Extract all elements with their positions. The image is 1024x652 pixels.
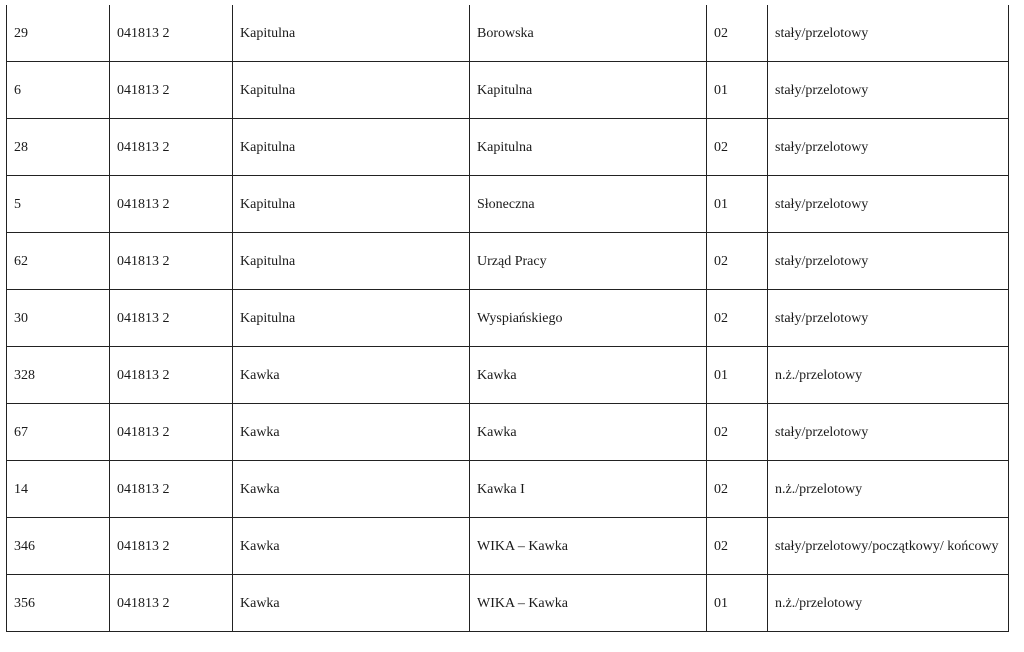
stop-id-cell: 62 [7,233,110,290]
post-number-cell: 01 [707,176,768,233]
street-cell: Kapitulna [233,5,470,62]
stop-id-cell: 14 [7,461,110,518]
stop-name-cell: Kawka [470,347,707,404]
stop-id-cell: 5 [7,176,110,233]
stop-type-cell: n.ż./przelotowy [768,347,1009,404]
post-number-cell: 02 [707,5,768,62]
terc-code-cell: 041813 2 [110,119,233,176]
stop-type-cell: stały/przelotowy [768,5,1009,62]
stop-type-cell: stały/przelotowy [768,404,1009,461]
terc-code-cell: 041813 2 [110,518,233,575]
table-row [7,62,1009,119]
post-number-cell: 01 [707,62,768,119]
street-cell: Kapitulna [233,176,470,233]
post-number-cell: 02 [707,518,768,575]
post-number-cell: 01 [707,575,768,632]
terc-code-cell: 041813 2 [110,404,233,461]
street-cell: Kawka [233,461,470,518]
stop-id-cell: 67 [7,404,110,461]
post-number-cell: 02 [707,461,768,518]
bus-stops-table [6,5,1009,632]
stop-name-cell: Borowska [470,5,707,62]
stop-type-cell: stały/przelotowy [768,176,1009,233]
street-cell: Kawka [233,518,470,575]
stop-name-cell: Kapitulna [470,62,707,119]
stop-name-cell: Wyspiańskiego [470,290,707,347]
street-cell: Kawka [233,575,470,632]
terc-code-cell: 041813 2 [110,5,233,62]
stop-type-cell: n.ż./przelotowy [768,575,1009,632]
stop-id-cell: 30 [7,290,110,347]
street-cell: Kawka [233,347,470,404]
table-row [7,176,1009,233]
stop-type-cell: stały/przelotowy [768,233,1009,290]
post-number-cell: 02 [707,233,768,290]
post-number-cell: 02 [707,119,768,176]
stop-name-cell: Kawka I [470,461,707,518]
post-number-cell: 02 [707,290,768,347]
street-cell: Kapitulna [233,62,470,119]
stop-name-cell: Kawka [470,404,707,461]
street-cell: Kapitulna [233,233,470,290]
terc-code-cell: 041813 2 [110,461,233,518]
table-row [7,233,1009,290]
stop-id-cell: 346 [7,518,110,575]
table-row [7,290,1009,347]
stop-id-cell: 356 [7,575,110,632]
stop-type-cell: stały/przelotowy [768,290,1009,347]
table-row [7,119,1009,176]
post-number-cell: 02 [707,404,768,461]
stop-id-cell: 328 [7,347,110,404]
stop-name-cell: Urząd Pracy [470,233,707,290]
terc-code-cell: 041813 2 [110,62,233,119]
table-row [7,461,1009,518]
stop-id-cell: 29 [7,5,110,62]
stop-name-cell: WIKA – Kawka [470,518,707,575]
terc-code-cell: 041813 2 [110,290,233,347]
table-row [7,5,1009,62]
stop-type-cell: stały/przelotowy [768,119,1009,176]
table-row [7,347,1009,404]
stop-type-cell: stały/przelotowy [768,62,1009,119]
stop-id-cell: 28 [7,119,110,176]
terc-code-cell: 041813 2 [110,575,233,632]
street-cell: Kawka [233,404,470,461]
table-row [7,518,1009,575]
terc-code-cell: 041813 2 [110,176,233,233]
stop-type-cell: n.ż./przelotowy [768,461,1009,518]
post-number-cell: 01 [707,347,768,404]
street-cell: Kapitulna [233,290,470,347]
terc-code-cell: 041813 2 [110,233,233,290]
table-row [7,575,1009,632]
stop-id-cell: 6 [7,62,110,119]
table-row [7,404,1009,461]
street-cell: Kapitulna [233,119,470,176]
stop-name-cell: WIKA – Kawka [470,575,707,632]
stop-type-cell: stały/przelotowy/początkowy/ końcowy [768,518,1009,575]
stop-name-cell: Słoneczna [470,176,707,233]
stop-name-cell: Kapitulna [470,119,707,176]
terc-code-cell: 041813 2 [110,347,233,404]
